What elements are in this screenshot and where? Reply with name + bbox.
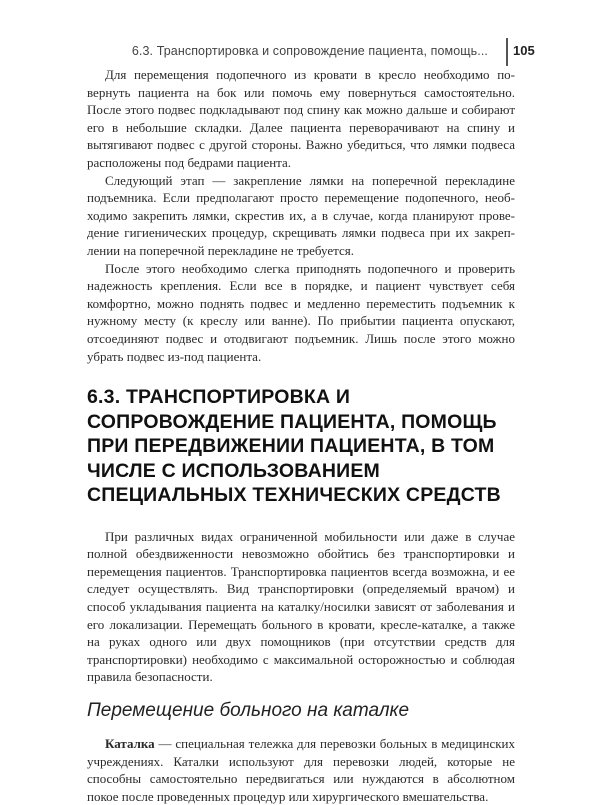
page-number: 105 <box>513 43 535 58</box>
paragraph-gurney-definition <box>87 735 515 805</box>
header-divider <box>506 38 508 66</box>
paragraph-crossbar: Следующий этап — закрепление лямки на поперечной перекладине подъемника. Если предполагают просто перемещение подопечного, необходимо закрепить лямки, скрестив их, а в случае, когда планируют проведение гигиенических процедур, скрещивать лямки подвеса при их закреплении на поперечной перекладине не требуется. <box>87 172 515 258</box>
page-header <box>0 0 600 70</box>
paragraph-lift-move: После этого необходимо слегка приподнять подопечного и проверить надежность крепления. Если все в порядке, и пациент чувствует себя комфортно, можно поднять подвес и медленно переместить подъемник к нужному месту (к креслу или ванне). По прибытии пациента опускают, отсоединяют подвес и отодвигают подъемник. Лишь после этого можно убрать подвес из-под пациента. <box>87 260 515 364</box>
paragraph-lift-sling: Для перемещения подопечного из кровати в кресло необходимо повернуть пациента на бок или помочь ему повернуться самостоятельно. После этого подвес подкладывают под спину как можно дальше и собирают его в небольшие складки. Далее пациента переворачивают на спину и вытягивают подвес с другой стороны. Важно убедиться, что лямки подвеса расположены под бедрами пациента. <box>87 67 515 170</box>
running-title: 6.3. Транспортировка и сопровождение пациента, помощь... <box>131 44 488 58</box>
section-heading: 6.3. ТРАНСПОРТИРОВКА И СОПРОВОЖДЕНИЕ ПАЦИЕНТА, ПОМОЩЬ ПРИ ПЕРЕДВИЖЕНИИ ПАЦИЕНТА, В ТОМ ЧИСЛЕ С ИСПОЛЬЗОВАНИЕМ СПЕЦИАЛЬНЫХ ТЕХНИЧЕСКИХ СРЕДСТВ <box>87 386 501 507</box>
paragraph-section-intro: При различных видах ограниченной мобильности или даже в случае полной обездвиженности невозможно обойтись без транспортировки и перемещения пациентов. Транспортировка пациентов всегда возможна, и ее следует осуществлять. Вид транспортировки (определяемый врачом) и способ укладывания пациента на каталку/носилки зависят от заболевания и его локализации. Перемещать больного в кровати, кресле-каталке, а также на руках одного или двух помощников (при отсутствии средств для транспортировки) необходимо с максимальной осторожностью и соблюдая правила безопасности. <box>87 528 515 685</box>
term-gurney: Каталка <box>105 735 155 751</box>
subsection-heading: Перемещение больного на каталке <box>87 699 410 721</box>
page-content <box>87 66 515 805</box>
definition-text: — специальная тележка для перевозки больных в медицинских учреждениях. Каталки используют для перевозки людей, которые не способны самостоятельно передвигаться или нуждаются в абсолютном покое после проведенных процедур или хирургического вмешательства. <box>87 735 515 804</box>
